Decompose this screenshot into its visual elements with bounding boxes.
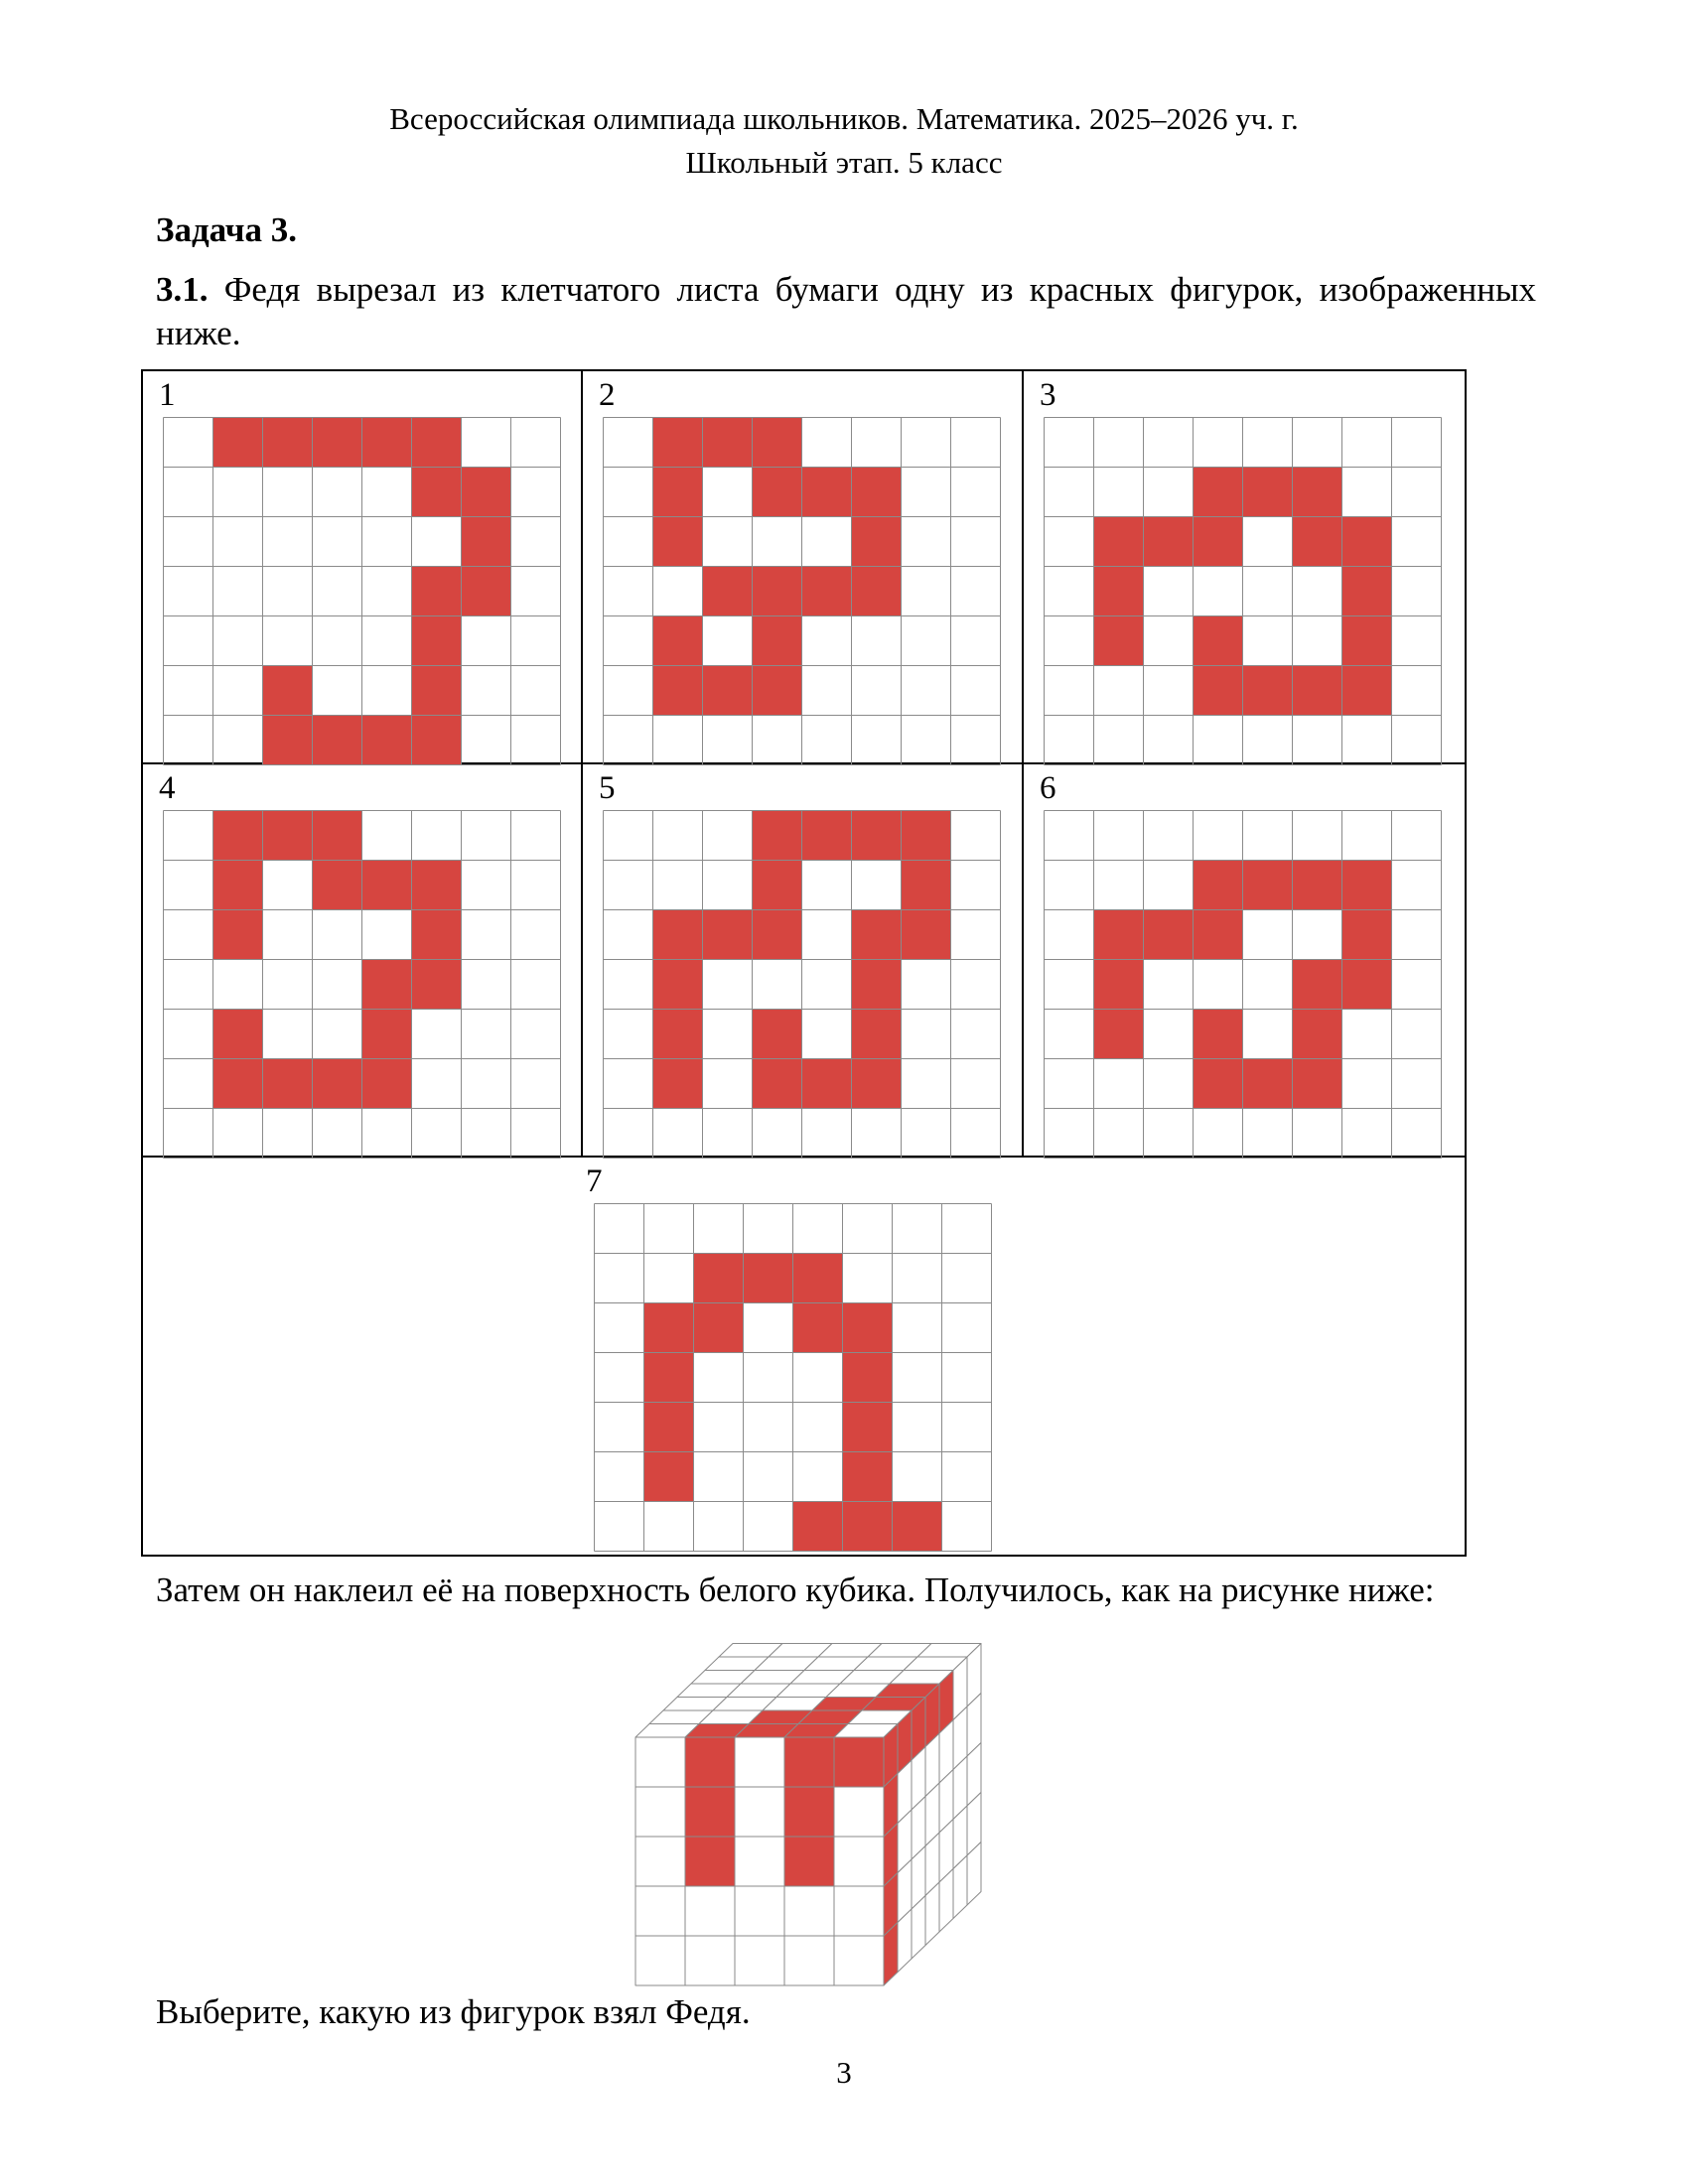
red-cell [644,1303,694,1353]
red-cell [1293,1059,1342,1109]
red-cell [412,616,462,666]
red-cell [843,1353,893,1403]
figure-grid [163,417,561,765]
red-cell [653,616,703,666]
red-cell [462,517,511,567]
red-cell [753,666,802,716]
figure-number: 1 [159,377,176,413]
red-cell [362,418,412,468]
red-cell [263,716,313,765]
red-cell [653,960,703,1010]
red-cell [1293,666,1342,716]
task-title: Задача 3. [156,210,298,249]
red-cell [412,960,462,1010]
red-cell [1194,616,1243,666]
figure-grid [603,417,1001,765]
red-cell [644,1452,694,1502]
red-cell [1342,666,1392,716]
red-cell [213,1010,263,1059]
cube-front-cell [784,1886,834,1936]
red-cell [412,666,462,716]
header-olympiad-title: Всероссийская олимпиада школьников. Математика. 2025–2026 уч. г. [389,101,1299,136]
subtask-text: Федя вырезал из клетчатого листа бумаги одну из красных фигурок, изображенных ниже. [156,270,1536,352]
red-cell [1094,616,1144,666]
red-cell [703,567,753,616]
red-cell [1293,517,1342,567]
red-cell [744,1254,793,1303]
red-cell [753,567,802,616]
red-cell [1194,468,1243,517]
figure-number: 4 [159,770,176,806]
red-cell [653,517,703,567]
red-cell [412,716,462,765]
figure-number: 5 [599,770,616,806]
red-cell [644,1353,694,1403]
red-cell [1094,910,1144,960]
red-cell [263,418,313,468]
red-cell [1243,468,1293,517]
red-cell [703,418,753,468]
red-cell [1094,567,1144,616]
red-cell [1342,616,1392,666]
red-cell [644,1403,694,1452]
red-cell [1194,1059,1243,1109]
red-cell [852,567,902,616]
document-header [0,97,1688,185]
red-cell [793,1303,843,1353]
page-number: 3 [836,2055,852,2090]
red-cell [1243,861,1293,910]
cube-front-cell [735,1737,784,1787]
red-cell [313,1059,362,1109]
figures-table [141,369,1467,1557]
red-cell [1243,1059,1293,1109]
red-cell [653,910,703,960]
red-cell [852,811,902,861]
red-cell [1094,1010,1144,1059]
red-cell [362,861,412,910]
header-stage: Школьный этап. 5 класс [685,145,1003,180]
cube-front-red-cell [685,1737,735,1787]
red-cell [843,1452,893,1502]
red-cell [802,567,852,616]
red-cell [902,811,951,861]
red-cell [1194,861,1243,910]
red-cell [1342,910,1392,960]
red-cell [753,910,802,960]
red-cell [703,910,753,960]
cube-front-cell [635,1787,685,1837]
red-cell [362,960,412,1010]
red-cell [263,1059,313,1109]
cube-intro-text: Затем он наклеил её на поверхность белого кубика. Получилось, как на рисунке ниже: [156,1570,1435,1609]
red-cell [753,861,802,910]
red-cell [1194,910,1243,960]
red-cell [852,517,902,567]
red-cell [1342,861,1392,910]
red-cell [653,1059,703,1109]
cube-front-cell [635,1837,685,1886]
red-cell [843,1303,893,1353]
red-cell [1194,517,1243,567]
cube-front-cell [834,1787,884,1837]
red-cell [213,861,263,910]
figure-cell-3 [1024,371,1465,764]
figure-number: 7 [586,1163,603,1199]
red-cell [1293,960,1342,1010]
red-cell [793,1254,843,1303]
cube-front-cell [834,1837,884,1886]
red-cell [793,1502,843,1552]
cube-front-cell [735,1837,784,1886]
red-cell [653,468,703,517]
cube-front-cell [735,1787,784,1837]
red-cell [852,960,902,1010]
red-cell [362,716,412,765]
red-cell [263,811,313,861]
red-cell [893,1502,942,1552]
red-cell [802,1059,852,1109]
cube-front-cell [834,1936,884,1985]
red-cell [852,910,902,960]
red-cell [213,910,263,960]
figure-cell-5 [583,764,1024,1158]
red-cell [362,1010,412,1059]
red-cell [653,666,703,716]
cube-front-cell [685,1936,735,1985]
cube-front-cell [735,1936,784,1985]
red-cell [753,616,802,666]
figure-cell-2 [583,371,1024,764]
cube-front-cell [834,1886,884,1936]
cube-illustration [635,1613,1072,1990]
red-cell [1293,861,1342,910]
question-text: Выберите, какую из фигурок взял Федя. [156,1992,751,2031]
red-cell [802,811,852,861]
red-cell [313,861,362,910]
red-cell [1293,1010,1342,1059]
cube-front-cell [784,1936,834,1985]
red-cell [653,1010,703,1059]
cube-front-red-cell [784,1837,834,1886]
figure-number: 2 [599,377,616,413]
red-cell [1293,468,1342,517]
figure-cell-4 [143,764,583,1158]
red-cell [1243,666,1293,716]
figure-grid [1044,417,1442,765]
red-cell [703,666,753,716]
figure-number: 3 [1040,377,1056,413]
red-cell [462,567,511,616]
red-cell [653,418,703,468]
cube-front-cell [635,1936,685,1985]
figure-cell-1 [143,371,583,764]
cube-front-red-cell [784,1787,834,1837]
red-cell [1194,666,1243,716]
figure-grid [594,1203,992,1552]
red-cell [313,418,362,468]
red-cell [843,1403,893,1452]
red-cell [1194,1010,1243,1059]
red-cell [802,468,852,517]
red-cell [213,1059,263,1109]
red-cell [902,910,951,960]
red-cell [313,811,362,861]
red-cell [852,1059,902,1109]
red-cell [1094,960,1144,1010]
red-cell [753,418,802,468]
subtask-number: 3.1. [156,270,209,309]
red-cell [1144,517,1194,567]
red-cell [412,567,462,616]
figure-cell-7 [143,1158,1465,1555]
cube-front-cell [635,1886,685,1936]
red-cell [1094,517,1144,567]
cube-front-cell [735,1886,784,1936]
task-statement [156,268,1536,355]
red-cell [412,418,462,468]
red-cell [313,716,362,765]
cube-front-cell [685,1886,735,1936]
red-cell [1342,517,1392,567]
red-cell [753,1010,802,1059]
red-cell [1144,910,1194,960]
figure-grid [603,810,1001,1159]
cube-front-red-cell [685,1837,735,1886]
cube-front-red-cell [784,1737,834,1787]
figure-grid [163,810,561,1159]
red-cell [263,666,313,716]
red-cell [362,1059,412,1109]
red-cell [213,418,263,468]
figure-number: 6 [1040,770,1056,806]
cube-front-red-cell [834,1737,884,1787]
red-cell [412,468,462,517]
red-cell [213,811,263,861]
red-cell [753,1059,802,1109]
red-cell [753,811,802,861]
cube-front-red-cell [685,1787,735,1837]
red-cell [462,468,511,517]
red-cell [852,468,902,517]
red-cell [694,1303,744,1353]
red-cell [753,468,802,517]
red-cell [902,861,951,910]
red-cell [694,1254,744,1303]
red-cell [852,1010,902,1059]
figure-cell-6 [1024,764,1465,1158]
red-cell [412,910,462,960]
cube-front-cell [635,1737,685,1787]
figure-grid [1044,810,1442,1159]
red-cell [1342,567,1392,616]
red-cell [412,861,462,910]
red-cell [843,1502,893,1552]
red-cell [1342,960,1392,1010]
